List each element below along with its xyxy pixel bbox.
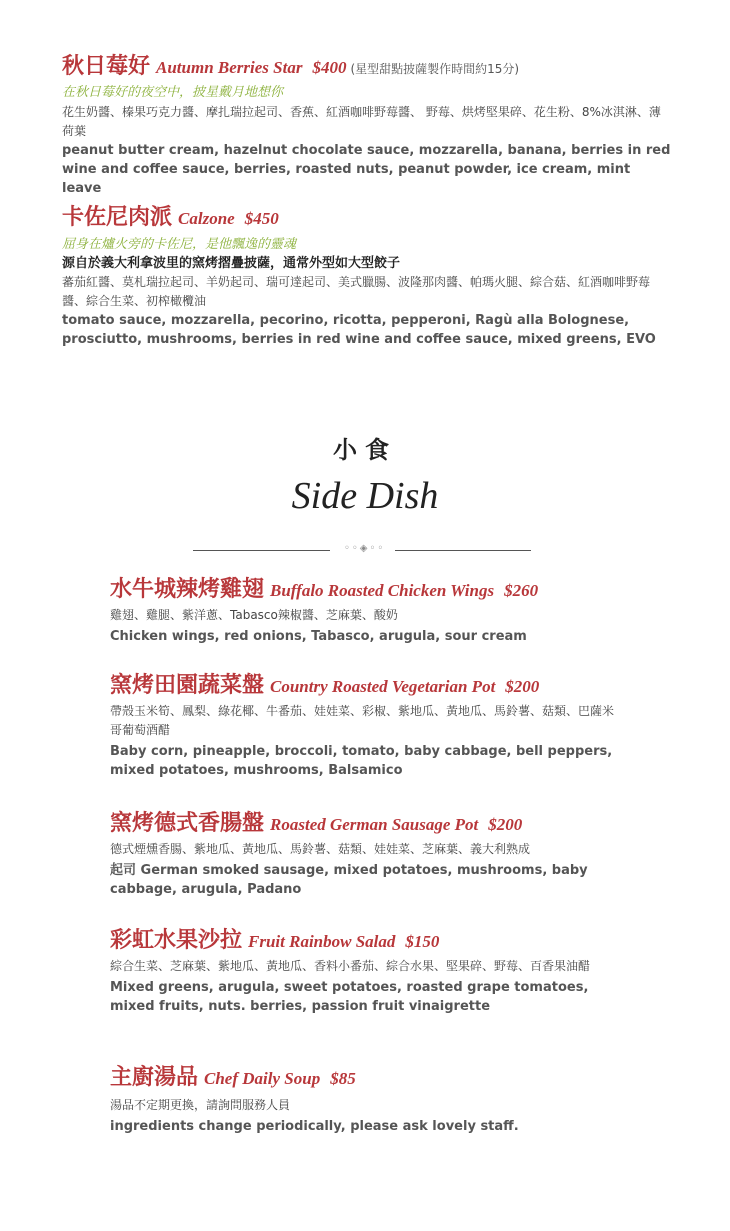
dish-price: $260 (504, 581, 539, 600)
divider-ornament: ◦◦◈◦◦ (344, 543, 386, 554)
dish-name-en: Country Roasted Vegetarian Pot (270, 677, 496, 696)
dish-ingredients-zh: 帶殼玉米筍、鳳梨、綠花椰、牛番茄、娃娃菜、彩椒、紫地瓜、黃地瓜、馬鈴薯、菇類、巴薩米哥葡萄酒醋 (110, 704, 615, 737)
menu-item-title (110, 929, 620, 951)
menu-item-title (110, 1066, 620, 1088)
dish-tagline: 屈身在爐火旁的卡佐尼，是他飄逸的靈魂 (62, 237, 297, 252)
dish-price: $450 (244, 209, 279, 228)
dish-name-zh: 彩虹水果沙拉 (110, 927, 243, 953)
menu-item-vegetarian-pot (110, 674, 620, 780)
section-title-en: Side Dish (291, 475, 439, 517)
dish-ingredients-en: tomato sauce, mozzarella, pecorino, ricotta, pepperoni, Ragù alla Bolognese, prosciutto, mushrooms, berries in red wine and coffee sauce, mixed greens, EVO (62, 313, 656, 347)
menu-item-title (110, 674, 620, 696)
menu-item-calzone (62, 206, 672, 349)
menu-item-chef-daily-soup (110, 1066, 620, 1136)
section-title-zh: 小食 (333, 435, 397, 464)
dish-ingredients-zh: 德式煙燻香腸、紫地瓜、黃地瓜、馬鈴薯、菇類、娃娃菜、芝麻葉、義大利熟成 (110, 842, 531, 856)
menu-item-fruit-rainbow-salad (110, 929, 620, 1016)
menu-item-autumn-berries-star (62, 55, 672, 198)
dish-name-en: Calzone (178, 209, 235, 228)
dish-name-zh: 窯烤德式香腸盤 (110, 810, 265, 836)
dish-highlight: 源自於義大利拿波里的窯烤摺疊披薩，通常外型如大型餃子 (62, 256, 401, 271)
menu-item-title (110, 812, 620, 834)
divider-left (193, 550, 330, 551)
dish-name-zh: 窯烤田園蔬菜盤 (110, 672, 265, 698)
menu-item-title (62, 55, 672, 77)
dish-ingredients-en: Baby corn, pineapple, broccoli, tomato, baby cabbage, bell peppers, mixed potatoes, mushrooms, Balsamico (110, 744, 613, 778)
dish-name-en: Chef Daily Soup (204, 1069, 321, 1088)
dish-ingredients-zh: 湯品不定期更換，請詢問服務人員 (110, 1098, 291, 1112)
dish-note: (星型甜點披薩製作時間約15分) (350, 62, 520, 76)
menu-item-buffalo-wings (110, 578, 620, 646)
dish-ingredients-en: Chicken wings, red onions, Tabasco, arugula, sour cream (110, 629, 527, 644)
dish-price: $200 (488, 815, 523, 834)
dish-name-en: Autumn Berries Star (156, 58, 303, 77)
dish-ingredients-zh: 雞翅、雞腿、紫洋蔥、Tabasco辣椒醬、芝麻葉、酸奶 (110, 608, 398, 622)
dish-ingredients-zh: 花生奶醬、榛果巧克力醬、摩扎瑞拉起司、香蕉、紅酒咖啡野莓醬、 野莓、烘烤堅果碎、花生粉、8%冰淇淋、薄荷葉 (62, 105, 661, 138)
menu-item-title (62, 206, 672, 228)
menu-item-title (110, 578, 620, 600)
dish-ingredients-en: peanut butter cream, hazelnut chocolate sauce, mozzarella, banana, berries in red wine and coffee sauce, berries, roasted nuts, peanut powder, ice cream, mint leave (62, 143, 671, 196)
dish-name-en: Buffalo Roasted Chicken Wings (270, 581, 495, 600)
dish-name-zh: 主廚湯品 (110, 1064, 199, 1090)
dish-name-en: Fruit Rainbow Salad (248, 932, 396, 951)
dish-name-zh: 秋日莓好 (62, 53, 151, 79)
dish-ingredients-zh: 蕃茄紅醬、莫札瑞拉起司、羊奶起司、瑞可達起司、美式臘腸、波隆那肉醬、帕瑪火腿、綜合菇、紅酒咖啡野莓醬、綜合生菜、初榨橄欖油 (62, 275, 651, 308)
dish-price: $200 (505, 677, 540, 696)
dish-ingredients-en: Mixed greens, arugula, sweet potatoes, roasted grape tomatoes, mixed fruits, nuts. berries, passion fruit vinaigrette (110, 980, 589, 1014)
dish-ingredients-en: 起司 German smoked sausage, mixed potatoes, mushrooms, baby cabbage, arugula, Padano (110, 863, 588, 897)
dish-price: $400 (312, 58, 347, 77)
dish-name-en: Roasted German Sausage Pot (270, 815, 479, 834)
dish-name-zh: 水牛城辣烤雞翅 (110, 576, 265, 602)
dish-name-zh: 卡佐尼肉派 (62, 204, 173, 230)
dish-ingredients-en: ingredients change periodically, please ask lovely staff. (110, 1119, 519, 1134)
dish-price: $85 (330, 1069, 356, 1088)
menu-item-german-sausage-pot (110, 812, 620, 899)
dish-price: $150 (405, 932, 440, 951)
dish-ingredients-zh: 綜合生菜、芝麻葉、紫地瓜、黃地瓜、香料小番茄、綜合水果、堅果碎、野莓、百香果油醋 (110, 959, 591, 973)
dish-tagline: 在秋日莓好的夜空中，披星戴月地想你 (62, 85, 284, 100)
divider-right (395, 550, 531, 551)
